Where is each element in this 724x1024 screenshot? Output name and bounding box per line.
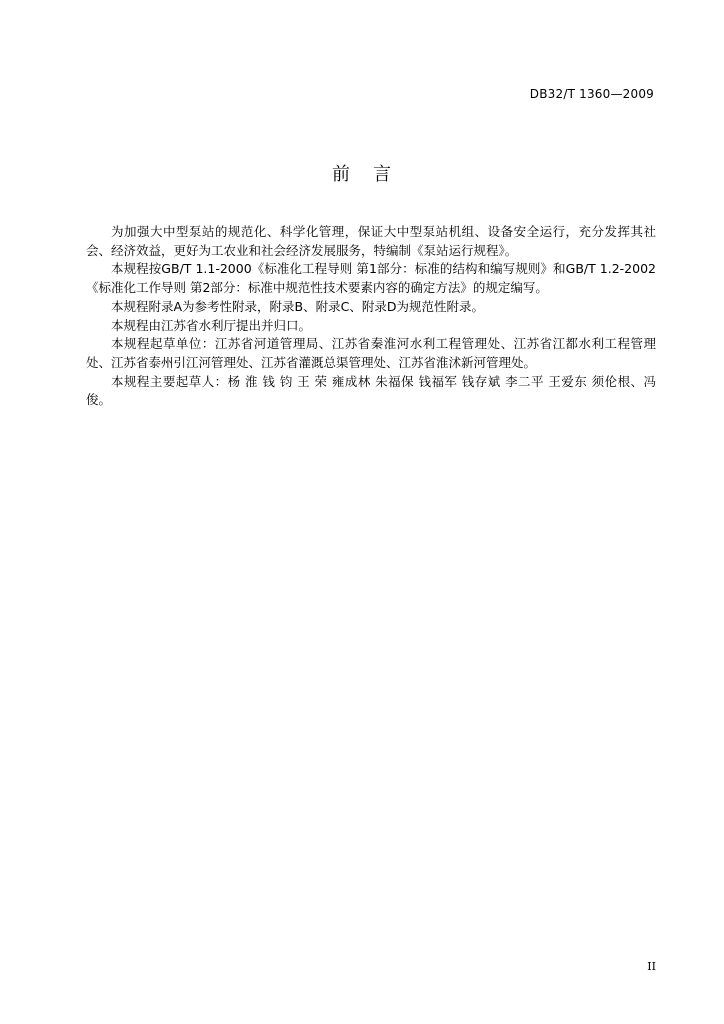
title-char-2: 言 [373, 164, 392, 185]
page-number: II [647, 960, 656, 973]
paragraph-drafters: 本规程主要起草人：杨 淮 钱 钧 王 荣 雍成林 朱福保 钱福军 钱存斌 李二平 王爱东 须伦根、冯 俊。 [86, 373, 656, 408]
standard-code: DB32/T 1360—2009 [529, 87, 654, 101]
paragraph-proposer: 本规程由江苏省水利厅提出并归口。 [111, 317, 312, 333]
foreword-body [86, 223, 656, 410]
title-char-1: 前 [332, 164, 351, 185]
paragraph-purpose: 为加强大中型泵站的规范化、科学化管理，保证大中型泵站机组、设备安全运行，充分发挥其社会、经济效益，更好为工农业和社会经济发展服务，特编制《泵站运行规程》。 [86, 224, 656, 258]
page-title [0, 160, 724, 186]
paragraph-drafting-units: 本规程起草单位：江苏省河道管理局、江苏省秦淮河水利工程管理处、江苏省江都水利工程管理处、江苏省泰州引江河管理处、江苏省灌溉总渠管理处、江苏省淮沭新河管理处。 [86, 336, 656, 370]
paragraph-appendices: 本规程附录A为参考性附录，附录B、附录C、附录D为规范性附录。 [111, 298, 484, 314]
paragraph-drafting-rules: 本规程按GB/T 1.1-2000《标准化工程导则 第1部分：标准的结构和编写规则》和GB/T 1.2-2002《标准化工作导则 第2部分：标准中规范性技术要素内容的确定方法》的规定编写。 [86, 261, 656, 296]
